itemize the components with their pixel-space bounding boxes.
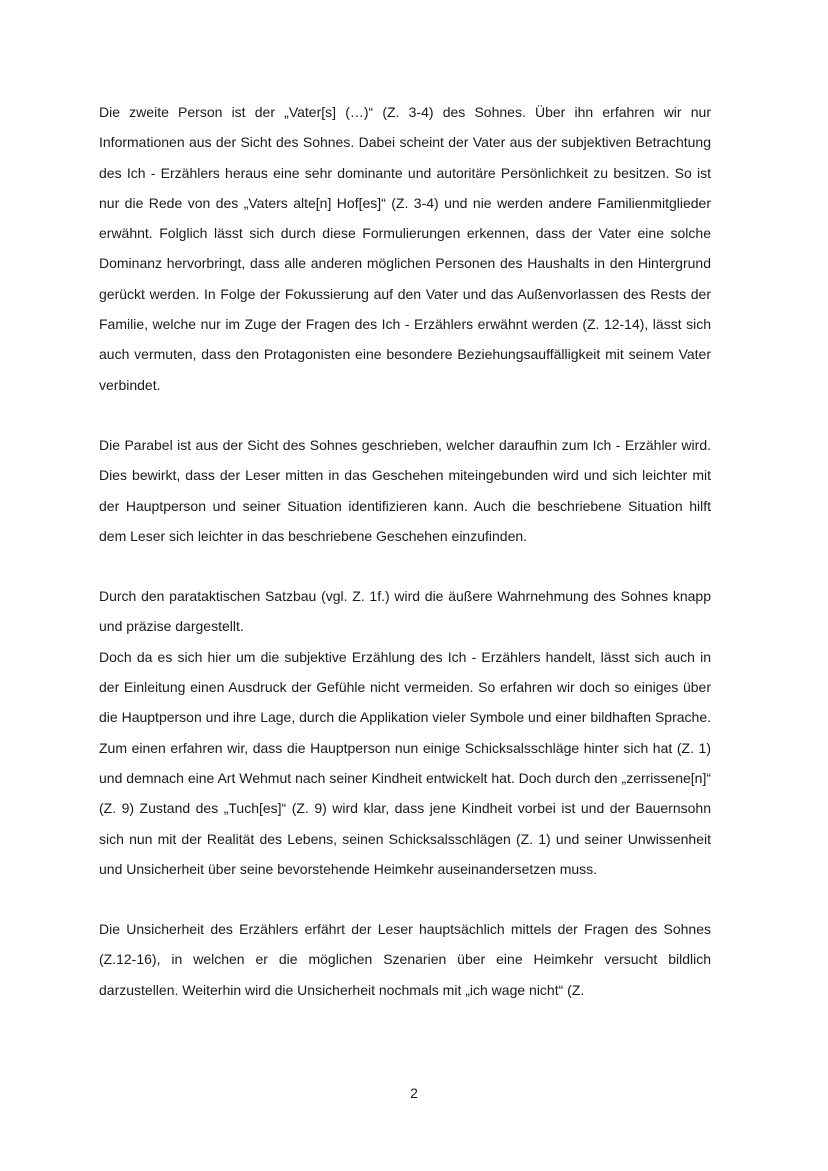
paragraph-symbols: Doch da es sich hier um die subjektive Erzählung des Ich - Erzählers handelt, lässt sich auch in der Einleitung einen Ausdruck der Gefühle nicht vermeiden. So erfahren wir doch so einiges über die Hauptperson und ihre Lage, durch die Applikation vieler Symbole und einer bildhaften Sprache. Zum einen erfahren wir, dass die Hauptperson nun einige Schicksalsschläge hinter sich hat (Z. 1) und demnach eine Art Wehmut nach seiner Kindheit entwickelt hat. Doch durch den „zerrissene[n]“ (Z. 9) Zustand des „Tuch[es]“ (Z. 9) wird klar, dass jene Kindheit vorbei ist und der Bauernsohn sich nun mit der Realität des Lebens, seinen Schicksalsschlägen (Z. 1) und seiner Unwissenheit und Unsicherheit über seine bevorstehende Heimkehr auseinandersetzen muss. bbox=[99, 648, 711, 877]
paragraph-father: Die zweite Person ist der „Vater[s] (…)“ (Z. 3-4) des Sohnes. Über ihn erfahren wir nur Informationen aus der Sicht des Sohnes. Dabei scheint der Vater aus der subjektiven Betrachtung des Ich - Erzählers heraus eine sehr dominante und autoritäre Persönlichkeit zu besitzen. So ist nur die Rede von des „Vaters alte[n] Hof[es]“ (Z. 3-4) und nie werden andere Familienmitglieder erwähnt. Folglich lässt sich durch diese Formulierungen erkennen, dass der Vater eine solche Dominanz hervorbringt, dass alle anderen möglichen Personen des Haushalts in den Hintergrund gerückt werden. In Folge der Fokussierung auf den Vater und das Außenvorlassen des Rests der Familie, welche nur im Zuge der Fragen des Ich - Erzählers erwähnt werden (Z. 12-14), lässt sich auch vermuten, dass den Protagonisten eine besondere Beziehungsauffälligkeit mit seinem Vater verbindet. bbox=[99, 104, 711, 393]
paragraph-syntax: Durch den parataktischen Satzbau (vgl. Z. 1f.) wird die äußere Wahrnehmung des Sohnes knapp und präzise dargestellt. bbox=[99, 588, 711, 635]
document-body bbox=[99, 97, 711, 1005]
page-number: 2 bbox=[410, 1085, 418, 1101]
paragraph-uncertainty: Die Unsicherheit des Erzählers erfährt der Leser hauptsächlich mittels der Fragen des Sohnes (Z.12-16), in welchen er die möglichen Szenarien über eine Heimkehr versucht bildlich darzustellen. Weiterhin wird die Unsicherheit nochmals mit „ich wage nicht“ (Z. bbox=[99, 921, 711, 998]
paragraph-perspective: Die Parabel ist aus der Sicht des Sohnes geschrieben, welcher daraufhin zum Ich - Erzähler wird. Dies bewirkt, dass der Leser mitten in das Geschehen miteingebunden wird und sich leichter mit der Hauptperson und seiner Situation identifizieren kann. Auch die beschriebene Situation hilft dem Leser sich leichter in das beschriebene Geschehen einzufinden. bbox=[99, 436, 711, 544]
